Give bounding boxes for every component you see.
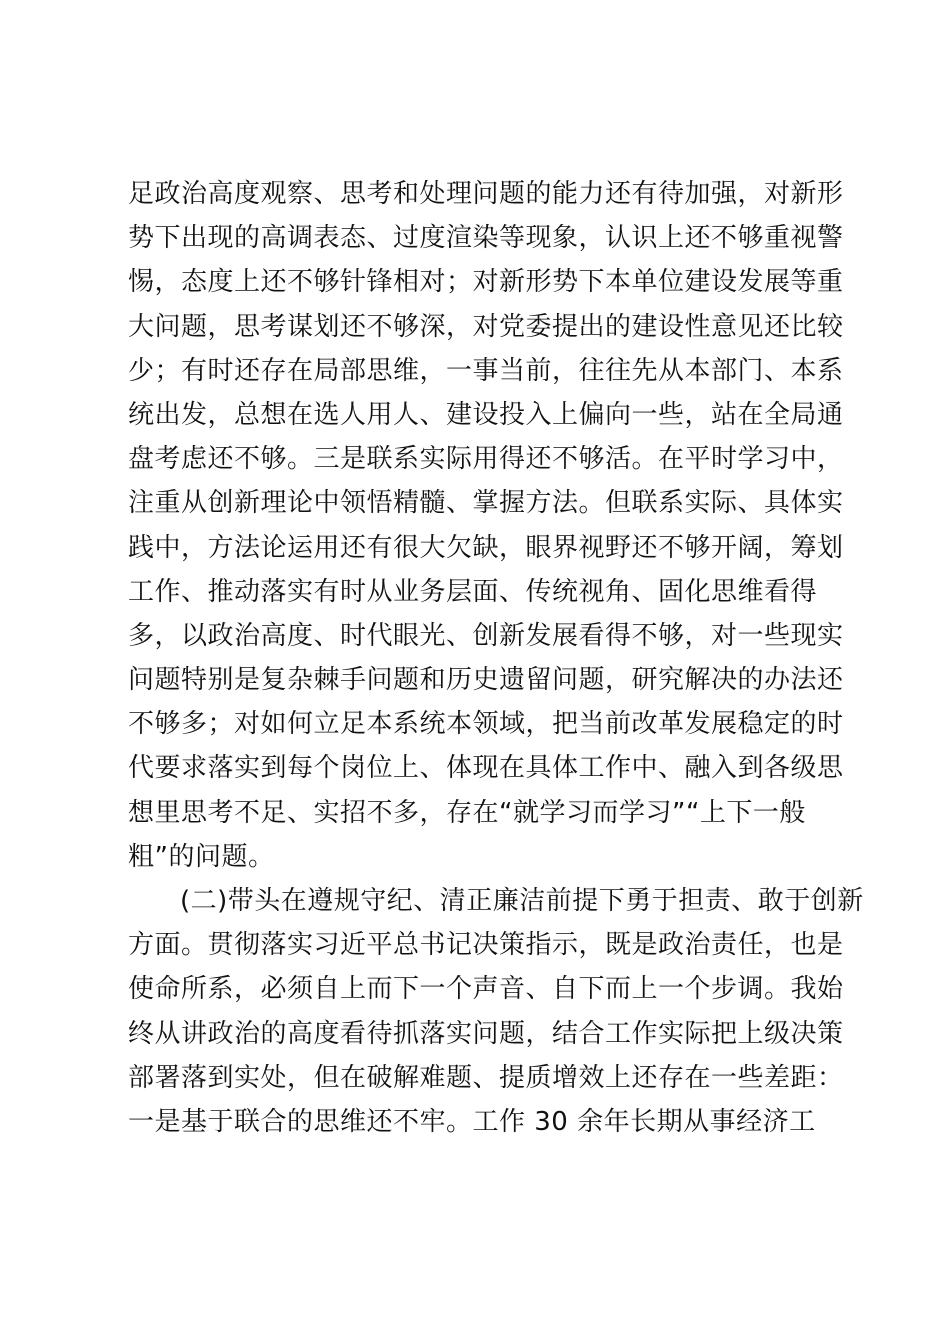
text-line: 不够多；对如何立足本系统本领域，把当前改革发展稳定的时 xyxy=(128,709,844,740)
section-heading-line: (二)带头在遵规守纪、清正廉洁前提下勇于担责、敢于创新 xyxy=(180,886,864,916)
text-line: 方面。贯彻落实习近平总书记决策指示，既是政治责任，也是 xyxy=(128,930,844,961)
text-line: 大问题，思考谋划还不够深，对党委提出的建设性意见还比较 xyxy=(128,311,844,342)
text-line: 问题特别是复杂棘手问题和历史遗留问题，研究解决的办法还 xyxy=(128,665,844,696)
text-line: 一是基于联合的思维还不牢。工作 30 余年长期从事经济工 xyxy=(128,1106,816,1137)
text-line: 部署落到实处，但在破解难题、提质增效上还存在一些差距： xyxy=(128,1062,844,1093)
text-line: 想里思考不足、实招不多，存在“就学习而学习”“上下一般 xyxy=(128,797,806,828)
text-line: 终从讲政治的高度看待抓落实问题，结合工作实际把上级决策 xyxy=(128,1018,844,1049)
text-line: 惕，态度上还不够针锋相对；对新形势下本单位建设发展等重 xyxy=(128,267,844,298)
text-line: 注重从创新理论中领悟精髓、掌握方法。但联系实际、具体实 xyxy=(128,488,844,519)
text-line: 践中，方法论运用还有很大欠缺，眼界视野还不够开阔，筹划 xyxy=(128,532,844,563)
body-text xyxy=(128,172,864,1144)
text-line: 工作、推动落实有时从业务层面、传统视角、固化思维看得 xyxy=(128,576,818,607)
text-line: 势下出现的高调表态、过度渲染等现象，认识上还不够重视警 xyxy=(128,223,844,254)
text-line: 足政治高度观察、思考和处理问题的能力还有待加强，对新形 xyxy=(128,179,844,209)
text-line: 少；有时还存在局部思维，一事当前，往往先从本部门、本系 xyxy=(128,355,844,386)
text-line: 统出发，总想在选人用人、建设投入上偏向一些，站在全局通 xyxy=(128,399,844,430)
text-line: 粗”的问题。 xyxy=(128,841,275,872)
text-line: 使命所系，必须自上而下一个声音、自下而上一个步调。我始 xyxy=(128,974,844,1005)
text-line: 代要求落实到每个岗位上、体现在具体工作中、融入到各级思 xyxy=(128,753,844,784)
text-line: 多，以政治高度、时代眼光、创新发展看得不够，对一些现实 xyxy=(128,620,844,651)
text-line: 盘考虑还不够。三是联系实际用得还不够活。在平时学习中， xyxy=(128,444,844,475)
